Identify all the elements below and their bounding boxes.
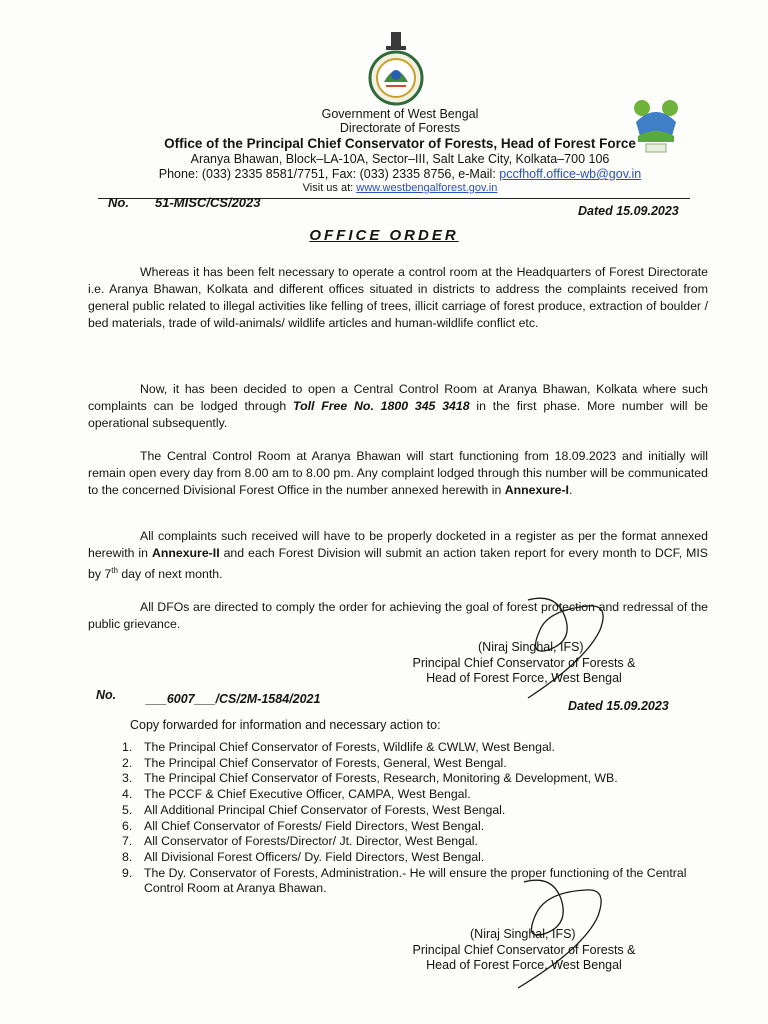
list-item: 2. The Principal Chief Conservator of Forests, General, West Bengal. xyxy=(122,755,507,770)
annexure-1-ref: Annexure-I xyxy=(504,483,569,498)
west-bengal-emblem-icon xyxy=(364,30,428,110)
ordinal-suffix: th xyxy=(111,566,118,576)
address-line: Aranya Bhawan, Block–LA-10A, Sector–III, Salt Lake City, Kolkata–700 106 xyxy=(190,152,610,166)
list-item: 3. The Principal Chief Conservator of Forests, Research, Monitoring & Development, WB. xyxy=(122,771,618,786)
website-link[interactable]: www.westbengalforest.gov.in xyxy=(356,182,498,194)
copy-memo-number: ___6007___/CS/2M-1584/2021 xyxy=(146,692,321,706)
list-item: 6. All Chief Conservator of Forests/ Field Directors, West Bengal. xyxy=(122,818,485,833)
signatory-name-2: (Niraj Singhal, IFS) xyxy=(470,927,576,941)
paragraph-4-text-c: day of next month. xyxy=(117,567,223,582)
page-title: OFFICE ORDER xyxy=(309,227,459,244)
paragraph-2-text-b: in the first phase. More number will be operational subsequently. xyxy=(88,399,708,431)
paragraph-4-text-a: All complaints such received will have to be properly docketed in a register as per the format annexed herewith in xyxy=(88,529,708,561)
list-item: 8. All Divisional Forest Officers/ Dy. Field Directors, West Bengal. xyxy=(122,849,485,864)
paragraph-4 xyxy=(88,528,708,583)
copy-no-label: No. xyxy=(96,688,117,702)
signatory-title-2b: Head of Forest Force, West Bengal xyxy=(426,958,622,972)
paragraph-5: All DFOs are directed to comply the order for achieving the goal of forest protection and redressal of the public grievance. xyxy=(88,600,708,632)
signatory-name-1: (Niraj Singhal, IFS) xyxy=(478,640,584,654)
paragraph-2-text-a: Now, it has been decided to open a Central Control Room at Aranya Bhawan, Kolkata where such complaints can be lodged through xyxy=(88,382,708,414)
list-item: 7. All Conservator of Forests/Director/ Jt. Director, West Bengal. xyxy=(122,834,478,849)
copy-intro: Copy forwarded for information and necessary action to: xyxy=(130,718,441,732)
paragraph-2 xyxy=(88,381,708,432)
signatory-title-2a: Principal Chief Conservator of Forests & xyxy=(412,943,636,957)
copy-recipient-list xyxy=(122,740,712,897)
paragraph-4-text-b: and each Forest Division will submit an action taken report for every month to DCF, MIS by 7 xyxy=(88,546,708,582)
order-no-label: No. xyxy=(108,195,129,210)
email-link[interactable]: pccfhoff.office-wb@gov.in xyxy=(499,167,642,181)
annexure-2-ref: Annexure-II xyxy=(151,546,220,561)
website-line xyxy=(150,182,650,194)
directorate-line: Directorate of Forests xyxy=(339,121,461,135)
list-item: 9. The Dy. Conservator of Forests, Administration.- He will ensure the proper functioning of the Central Control Room at Aranya Bhawan. xyxy=(122,865,687,896)
phone-fax-text: Phone: (033) 2335 8581/7751, Fax: (033) 2335 8756, e-Mail: xyxy=(158,167,500,181)
paragraph-3-text-a: The Central Control Room at Aranya Bhawan will start functioning from 18.09.2023 and initially will remain open every day from 8.00 am to 8.00 pm. Any complaint lodged through this number will be communicated to the concerned Divisional Forest Office in the number annexed herewith in xyxy=(88,449,708,498)
toll-free-number: Toll Free No. 1800 345 3418 xyxy=(293,399,470,414)
government-line: Government of West Bengal xyxy=(321,107,479,121)
list-item: 1. The Principal Chief Conservator of Forests, Wildlife & CWLW, West Bengal. xyxy=(122,740,555,754)
contact-line xyxy=(150,167,650,181)
paragraph-1: Whereas it has been felt necessary to operate a control room at the Headquarters of Forest Directorate i.e. Aranya Bhawan, Kolkata and different offices situated in districts to address the complaints received from general public related to illegal activities like felling of trees, illicit carriage of forest produce, extraction of boulder / bed materials, trade of wild-animals/ wildlife articles and human-wildlife conflict etc. xyxy=(88,265,708,331)
office-line: Office of the Principal Chief Conservator of Forests, Head of Forest Force xyxy=(164,136,636,151)
copy-date: Dated 15.09.2023 xyxy=(568,699,669,713)
list-item: 5. All Additional Principal Chief Conservator of Forests, West Bengal. xyxy=(122,802,506,817)
list-item: 4. The PCCF & Chief Executive Officer, CAMPA, West Bengal. xyxy=(122,787,471,802)
paragraph-3-text-b: . xyxy=(568,483,573,498)
order-number: 51-MISC/CS/2023 xyxy=(155,195,261,210)
signatory-title-1b: Head of Forest Force, West Bengal xyxy=(426,671,622,685)
paragraph-3 xyxy=(88,448,708,499)
signatory-title-1a: Principal Chief Conservator of Forests & xyxy=(412,656,636,670)
visit-label: Visit us at: xyxy=(302,182,357,194)
order-date: Dated 15.09.2023 xyxy=(578,204,679,218)
